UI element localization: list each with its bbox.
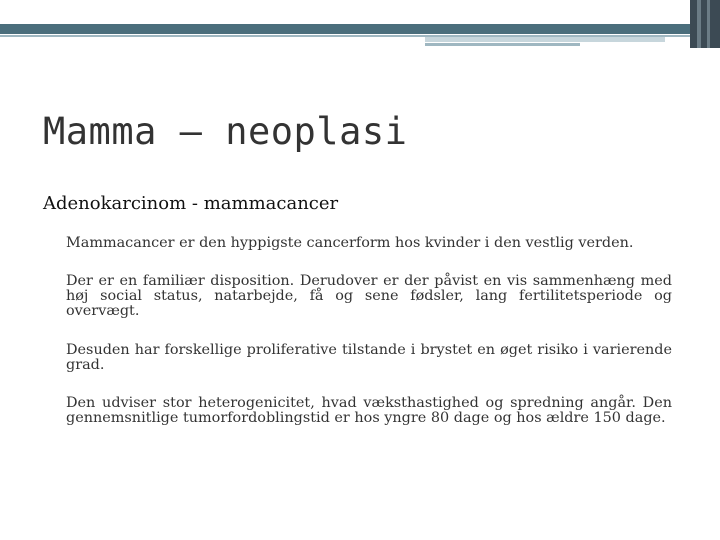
header-band-teal — [0, 24, 720, 34]
slide-header-decoration — [0, 0, 720, 50]
header-accent-bar-small — [425, 43, 580, 46]
header-accent-bar — [425, 37, 665, 42]
bullet-item: Der er en familiær disposition. Derudover er der påvist en vis sammenhæng med høj social status, natarbejde, få og sene fødsler, lang fertilitetsperiode og overvægt. — [66, 273, 672, 319]
bullet-item: Desuden har forskellige proliferative tilstande i brystet en øget risiko i varierende grad. — [66, 342, 672, 373]
bullet-item: Den udviser stor heterogenicitet, hvad væksthastighed og spredning angår. Den gennemsnitlige tumorfordoblingstid er hos yngre 80 dage og hos ældre 150 dage. — [66, 395, 672, 426]
header-corner-stripe-2 — [707, 0, 710, 48]
bullet-item: Mammacancer er den hyppigste cancerform hos kvinder i den vestlig verden. — [66, 235, 634, 251]
bullet-list — [66, 236, 672, 442]
slide-title: Mamma – neoplasi — [43, 110, 408, 153]
slide-subtitle: Adenokarcinom - mammacancer — [43, 193, 339, 214]
header-corner-stripe — [697, 0, 701, 48]
header-band-top — [0, 0, 720, 24]
header-corner-block — [690, 0, 720, 48]
